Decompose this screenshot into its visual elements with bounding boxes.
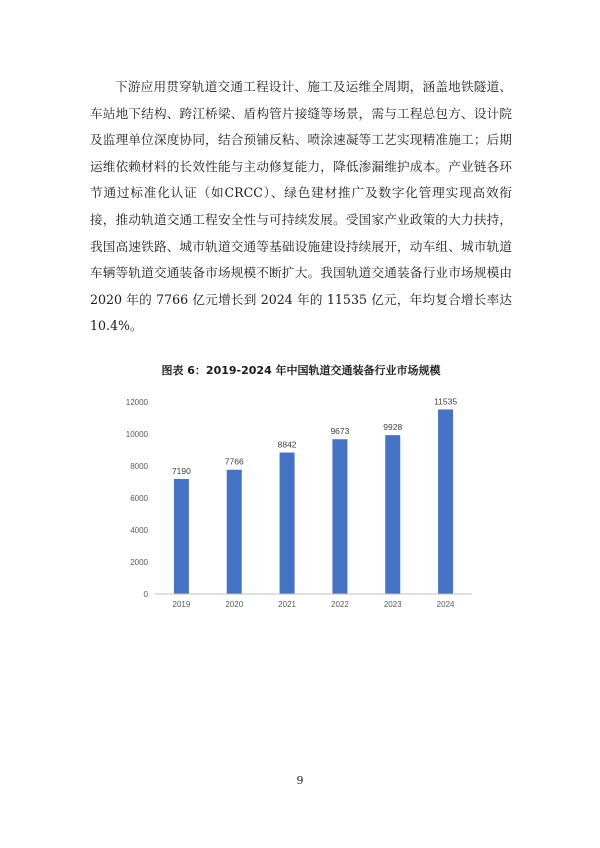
data-label-2022: 9673 xyxy=(330,426,350,437)
bars xyxy=(172,396,457,594)
bar-2024 xyxy=(438,409,453,594)
bar-2023 xyxy=(385,435,400,594)
bar-2020 xyxy=(227,470,242,594)
x-tick-label: 2023 xyxy=(383,600,402,609)
chart-title: 图表 6：2019-2024 年中国轨道交通装备行业市场规模 xyxy=(161,364,441,377)
x-axis-labels xyxy=(173,600,456,609)
x-tick-label: 2020 xyxy=(225,600,244,609)
bar-2021 xyxy=(280,453,295,594)
data-label-2021: 8842 xyxy=(277,439,297,450)
data-label-2023: 9928 xyxy=(383,422,403,433)
y-axis-ticks xyxy=(126,398,149,599)
x-tick-label: 2021 xyxy=(278,600,296,609)
y-tick-label: 0 xyxy=(143,590,148,599)
y-tick-label: 8000 xyxy=(130,462,148,471)
y-tick-label: 12000 xyxy=(125,398,148,407)
y-tick-label: 4000 xyxy=(130,526,148,535)
data-label-2020: 7766 xyxy=(224,456,244,467)
bar-chart xyxy=(100,384,490,614)
x-tick-label: 2019 xyxy=(172,600,191,609)
bar-2022 xyxy=(332,439,347,594)
x-tick-label: 2024 xyxy=(436,600,455,609)
page-number: 9 xyxy=(296,774,304,787)
data-label-2019: 7190 xyxy=(171,465,191,476)
y-tick-label: 10000 xyxy=(125,430,148,439)
body-paragraph: 下游应用贯穿轨道交通工程设计、施工及运维全周期，涵盖地铁隧道、车站地下结构、跨江桥梁、盾构管片接缝等场景，需与工程总包方、设计院及监理单位深度协同，结合预铺反粘、喷涂速凝等工艺实现精准施工；后期运维依赖材料的长效性能与主动修复能力，降低渗漏维护成本。产业链各环节通过标准化认证（如CRCC）、绿色建材推广及数字化管理实现高效衔接，推动轨道交通工程安全性与可持续发展。受国家产业政策的大力扶持，我国高速铁路、城市轨道交通等基础设施建设持续展开，动车组、城市轨道车辆等轨道交通装备市场规模不断扩大。我国轨道交通装备行业市场规模由 2020 年的 7766 亿元增长到 2024 年的 11535 亿元，年均复合增长率达 10.4%。 xyxy=(90,79,512,334)
y-tick-label: 6000 xyxy=(130,494,148,503)
bar-2019 xyxy=(174,479,189,594)
x-tick-label: 2022 xyxy=(331,600,349,609)
y-tick-label: 2000 xyxy=(130,558,148,567)
data-label-2024: 11535 xyxy=(434,396,458,407)
